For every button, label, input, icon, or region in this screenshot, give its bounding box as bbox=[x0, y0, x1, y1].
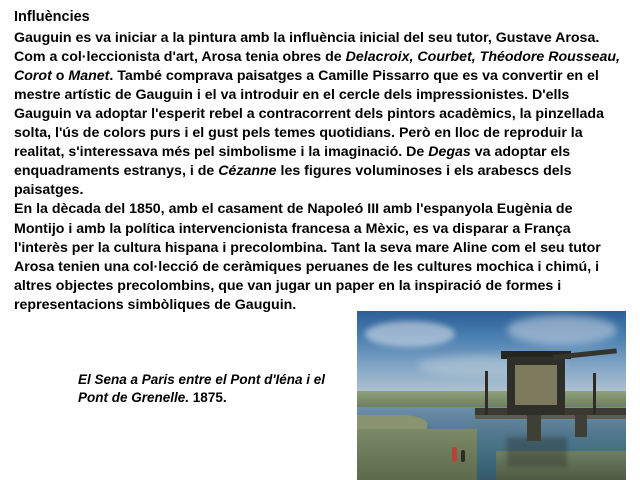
painting-sena-paris bbox=[357, 311, 626, 480]
artist-names-group: Courbet, Théodore Rousseau, Corot bbox=[14, 48, 620, 84]
painting-bridge-pier bbox=[575, 415, 587, 437]
painting-left-bank bbox=[357, 429, 477, 480]
painting-bridge-pier bbox=[527, 415, 541, 441]
painting-cloud bbox=[365, 321, 455, 347]
figure-caption bbox=[78, 371, 348, 407]
artist-name-degas: Degas bbox=[428, 144, 471, 161]
artist-name-manet: Manet bbox=[68, 67, 110, 84]
figure-painting bbox=[357, 311, 626, 480]
page-title: Influències bbox=[14, 9, 90, 25]
painting-bridge-deck-lower bbox=[475, 415, 626, 419]
artist-name-cezanne: Cézanne bbox=[218, 163, 277, 180]
painting-pole bbox=[485, 371, 488, 415]
painting-far-bank bbox=[357, 391, 626, 407]
paragraph-influences-2: En la dècada del 1850, amb el casament de Napoleó III amb l'espanyola Eugènia de Montijo i amb la política intervencionista francesa a Mèxic, es va disparar a França l'interès per la cultura hispana i precolombina. Tant la seva mare Aline com el seu tutor Arosa tenien una col·lecció de ceràmiques peruanes de les cultures mochica i chimú, i altres objectes precolombins, que van jugar un paper en la inspiració de formes i representacions simbòliques de Gauguin. bbox=[14, 201, 601, 313]
painting-crane-tower-inner bbox=[515, 365, 557, 405]
painting-pole bbox=[593, 373, 596, 415]
paragraph-influences-1: Gauguin es va iniciar a la pintura amb la influència inicial del seu tutor, Gustave Arosa. Com a col·leccionista d'art, Arosa tenia obres de Delacroix, Courbet, Théodore Rousseau, Corot o Manet. També comprava paisatges a Camille Pissarro que es va convertir en el mestre artístic de Gauguin i el va introduir en el cercle dels impressionistes. D'ells Gauguin va adoptar l'esperit rebel a contracorrent dels pintors acadèmics, la pinzellada solta, l'ús de colors purs i el gust pels temes quotidians. Però en lloc de reproduir la realitat, s'interessava més pel simbolisme i la imaginació. De Degas va adoptar els enquadraments estranys, i de Cézanne les figures voluminoses i els arabescs dels paisatges. bbox=[14, 29, 620, 199]
painting-cloud bbox=[507, 315, 617, 345]
figure-caption-title: El Sena a Paris entre el Pont d'Iéna i el Pont de Grenelle. bbox=[78, 372, 326, 406]
painting-figure-person bbox=[461, 450, 465, 462]
figure-caption-year: 1875. bbox=[192, 390, 227, 406]
artist-name-delacroix: Delacroix, bbox=[345, 48, 414, 65]
painting-reflection bbox=[507, 437, 567, 467]
painting-figure-person bbox=[452, 447, 457, 462]
